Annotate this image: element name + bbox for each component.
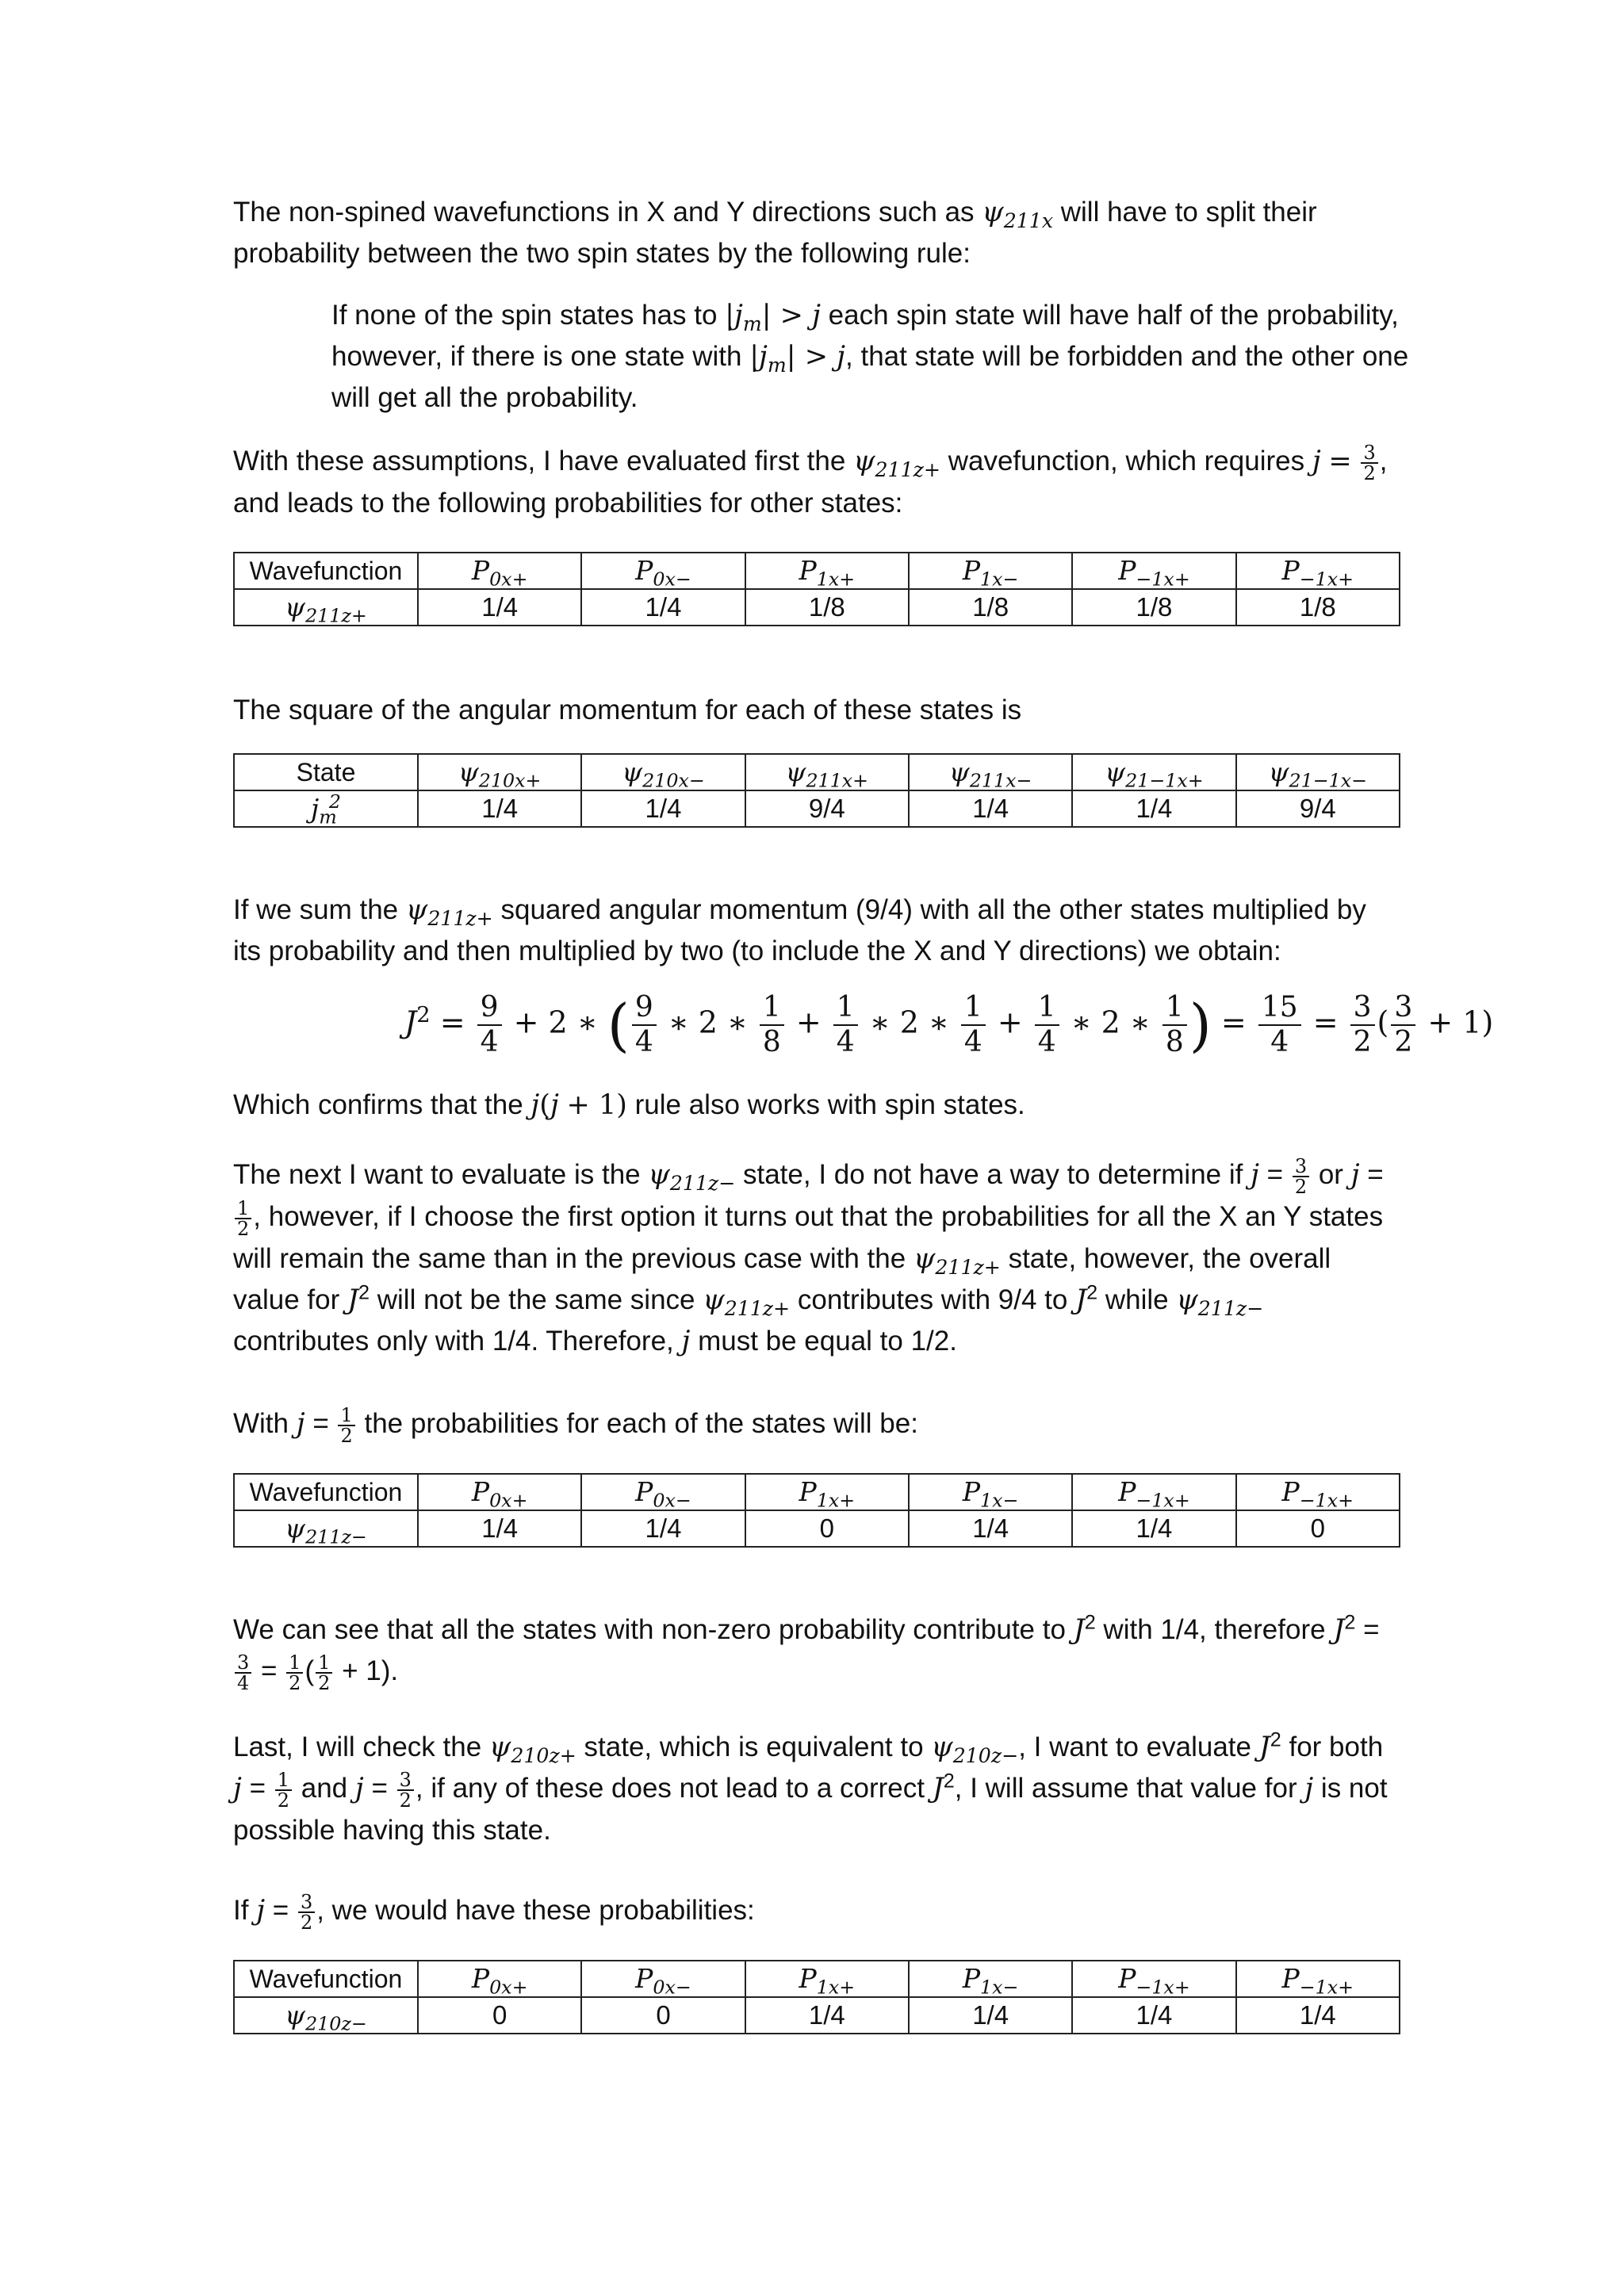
rule-block: If none of the spin states has to $|j_m| > j$ each spin state will have half of the probability, however, if there is one state with $|j_m| > j$, that state will be forbidden and the other one will get all the probability. xyxy=(331,300,1409,413)
cell: 9/4 xyxy=(745,790,909,827)
header-p1x-plus: $P_{1x+}$ xyxy=(745,553,909,589)
header-pm1x-plus-2: $P_{-1x+}$ xyxy=(1236,553,1400,589)
header-psi21m1x-minus: $\psi_{21-1x-}$ xyxy=(1236,754,1400,790)
paragraph-nonzero: We can see that all the states with non-zero probability contribute to $J^2$ with 1/4, therefore $J^2$ = $\frac{3}{4}$ = $\frac{1}{2}$ ( $\frac{1}{2}$ + 1). xyxy=(233,1611,1380,1694)
header-p0x-minus: $P_{0x-}$ xyxy=(581,1474,745,1510)
cell: 1/4 xyxy=(909,790,1072,827)
header-psi210x-plus: $\psi_{210x+}$ xyxy=(418,754,581,790)
row-label: $\psi_{211z-}$ xyxy=(234,1510,418,1547)
header-p1x-minus: $P_{1x-}$ xyxy=(909,553,1072,589)
paragraph-assumptions: With these assumptions, I have evaluated first the $\psi_{211z+}$ wavefunction, which requires j = $\frac{3}{2}$ , and leads to the following probabilities for other states: xyxy=(233,441,1388,519)
cell: 1/4 xyxy=(909,1510,1072,1547)
cell: 0 xyxy=(418,1997,581,2034)
paragraph-j-half: With j = $\frac{1}{2}$ the probabilities for each of the states will be: xyxy=(233,1403,918,1447)
paragraph-210z: Last, I will check the $\psi_{210z+}$ state, which is equivalent to $\psi_{210z-}$, I want to evaluate $J^2$ for both j = $\frac{1}{2}$ and j = $\frac{3}{2}$ , if any of these does not lead to a correct $J^2$, I will assume that value for j is not possible having this state. xyxy=(233,1728,1388,1846)
cell: 1/4 xyxy=(581,1510,745,1547)
header-wavefunction: Wavefunction xyxy=(234,1474,418,1510)
header-psi211x-minus: $\psi_{211x-}$ xyxy=(909,754,1072,790)
cell: 1/8 xyxy=(909,589,1072,626)
cell: 1/4 xyxy=(909,1997,1072,2034)
paragraph-sum: If we sum the $\psi_{211z+}$ squared angular momentum (9/4) with all the other states multiplied by its probability and then multiplied by two (to include the X and Y directions) we obtain: xyxy=(233,894,1366,966)
cell: 1/4 xyxy=(418,589,581,626)
paragraph-confirms: Which confirms that the j(j + 1) rule also works with spin states. xyxy=(233,1089,1025,1121)
header-p0x-plus: $P_{0x+}$ xyxy=(418,1474,581,1510)
header-pm1x-plus: $P_{-1x+}$ xyxy=(1072,1961,1235,1997)
cell: 0 xyxy=(1236,1510,1400,1547)
probability-table-211z-plus xyxy=(233,552,1400,626)
row-label: $j_m^2$ xyxy=(234,790,418,827)
header-psi211x-plus: $\psi_{211x+}$ xyxy=(745,754,909,790)
cell: 1/8 xyxy=(1072,589,1235,626)
header-p1x-minus: $P_{1x-}$ xyxy=(909,1474,1072,1510)
cell: 1/4 xyxy=(418,790,581,827)
probability-table-211z-minus xyxy=(233,1473,1400,1548)
paragraph-211z-minus: The next I want to evaluate is the $\psi_{211z-}$ state, I do not have a way to determine if j = $\frac{3}{2}$ or j = $\frac{1}{2}$ , however, if I choose the first option it turns out that the probabilities for all the X an Y states will remain the same than in the previous case with the $\psi_{211z+}$ state, however, the overall value for $J^2$ will not be the same since $\psi_{211z+}$ contributes with 9/4 to $J^2$ while $\psi_{211z-}$ contributes only with 1/4. Therefore, j must be equal to 1/2. xyxy=(233,1154,1384,1357)
cell: 1/4 xyxy=(1236,1997,1400,2034)
header-p0x-plus: $P_{0x+}$ xyxy=(418,1961,581,1997)
header-p0x-minus: $P_{0x-}$ xyxy=(581,553,745,589)
header-psi210x-minus: $\psi_{210x-}$ xyxy=(581,754,745,790)
header-pm1x-plus: $P_{-1x+}$ xyxy=(1072,553,1235,589)
header-p1x-plus: $P_{1x+}$ xyxy=(745,1961,909,1997)
paragraph-if-j-three-halves: If j = $\frac{3}{2}$ , we would have these probabilities: xyxy=(233,1890,755,1934)
cell: 0 xyxy=(745,1510,909,1547)
header-p0x-plus: $P_{0x+}$ xyxy=(418,553,581,589)
cell: 1/8 xyxy=(745,589,909,626)
header-pm1x-plus: $P_{-1x+}$ xyxy=(1072,1474,1235,1510)
header-p1x-plus: $P_{1x+}$ xyxy=(745,1474,909,1510)
cell: 1/4 xyxy=(1072,1510,1235,1547)
header-state: State xyxy=(234,754,418,790)
paragraph-intro: The non-spined wavefunctions in X and Y directions such as $\psi_{211x}$ will have to split their probability between the two spin states by the following rule: xyxy=(233,197,1317,269)
header-p1x-minus: $P_{1x-}$ xyxy=(909,1961,1072,1997)
header-psi21m1x-plus: $\psi_{21-1x+}$ xyxy=(1072,754,1235,790)
row-label: $\psi_{211z+}$ xyxy=(234,589,418,626)
header-wavefunction: Wavefunction xyxy=(234,1961,418,1997)
cell: 1/8 xyxy=(1236,589,1400,626)
cell: 1/4 xyxy=(745,1997,909,2034)
cell: 1/4 xyxy=(1072,790,1235,827)
cell: 1/4 xyxy=(581,589,745,626)
header-p0x-minus: $P_{0x-}$ xyxy=(581,1961,745,1997)
header-wavefunction: Wavefunction xyxy=(234,553,418,589)
cell: 1/4 xyxy=(418,1510,581,1547)
row-label: $\psi_{210z-}$ xyxy=(234,1997,418,2034)
angular-momentum-table xyxy=(233,753,1400,828)
cell: 1/4 xyxy=(1072,1997,1235,2034)
j-squared-equation: $J^2$ = $\frac{9}{4}$ + 2 ∗ ( $\frac{9}{4}$ ∗ 2 ∗ $\frac{1}{8}$ + $\frac{1}{4}$ ∗ 2 ∗ $\frac{1}{4}$ + $\frac{1}{4}$ ∗ 2 ∗ $\frac{1}{8}$ ) = $\frac{15}{4}$ = $\frac{3}{2}$ ( $\frac{3}{2}$ + 1) xyxy=(404,991,1494,1058)
paragraph-angular-momentum: The square of the angular momentum for each of these states is xyxy=(233,695,1022,725)
probability-table-210z-minus xyxy=(233,1960,1400,2034)
cell: 9/4 xyxy=(1236,790,1400,827)
cell: 1/4 xyxy=(581,790,745,827)
header-pm1x-plus-2: $P_{-1x+}$ xyxy=(1236,1474,1400,1510)
cell: 0 xyxy=(581,1997,745,2034)
header-pm1x-plus-2: $P_{-1x+}$ xyxy=(1236,1961,1400,1997)
